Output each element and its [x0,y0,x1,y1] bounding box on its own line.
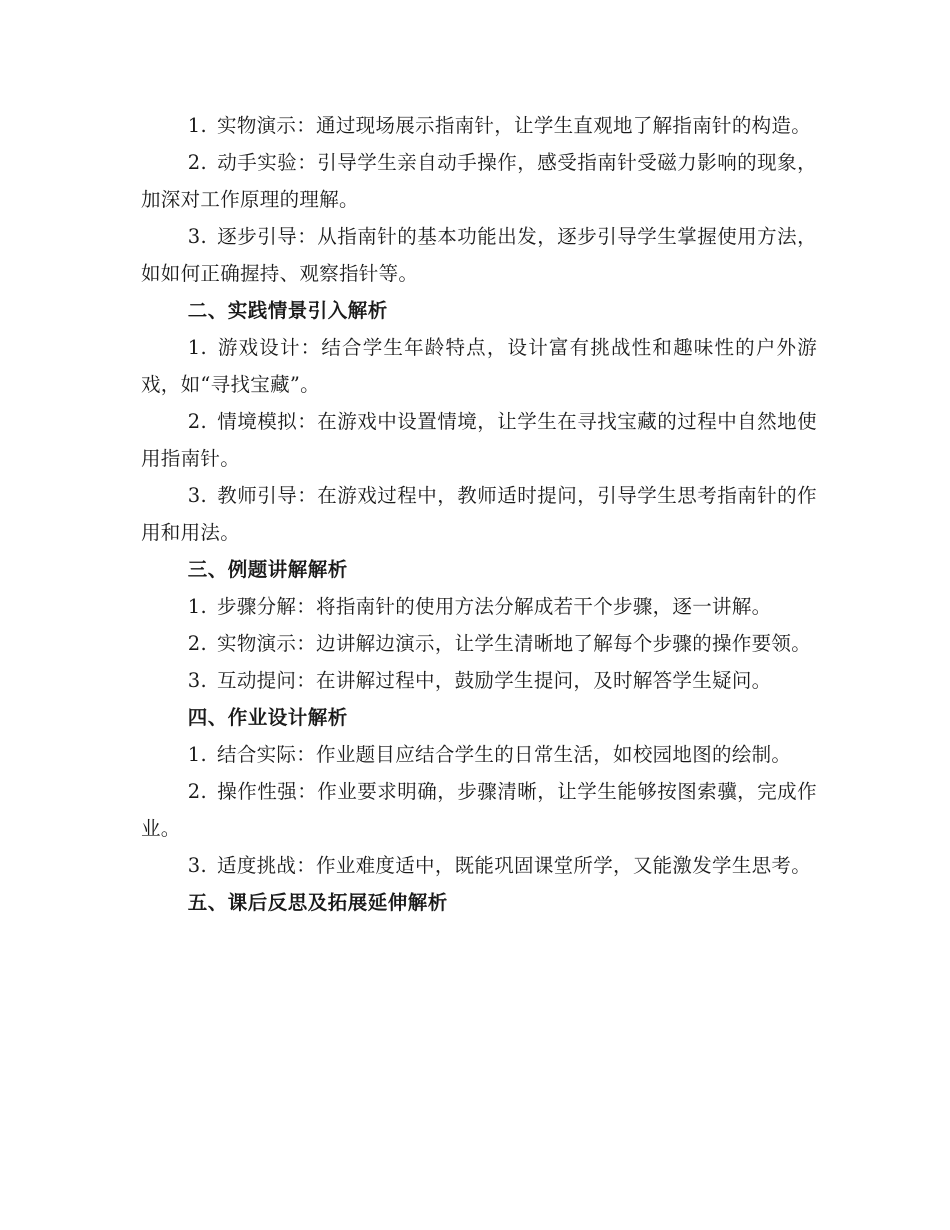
section-heading: 四、作业设计解析 [187,706,348,729]
item-text: 适度挑战：作业难度适中，既能巩固课堂所学，又能激发学生思考。 [217,854,812,877]
item-number: 3. [187,225,208,248]
item-text: 游戏设计：结合学生年龄特点，设计富有挑战性和趣味性的户外游戏，如“寻找宝藏”。 [141,336,817,396]
item-number: 2. [187,410,208,433]
item-number: 3. [187,669,208,692]
item-number: 2. [187,780,208,803]
item-text: 教师引导：在游戏过程中，教师适时提问，引导学生思考指南针的作用和用法。 [141,484,817,544]
list-item [141,477,817,551]
list-item [141,625,817,662]
item-text: 实物演示：边讲解边演示，让学生清晰地了解每个步骤的操作要领。 [217,632,812,655]
item-text: 逐步引导：从指南针的基本功能出发，逐步引导学生掌握使用方法，如如何正确握持、观察指针等。 [141,225,817,285]
item-number: 2. [187,151,208,174]
item-number: 1. [187,595,208,618]
item-number: 3. [187,484,208,507]
list-item [141,662,817,699]
list-item [141,736,817,773]
item-text: 互动提问：在讲解过程中，鼓励学生提问，及时解答学生疑问。 [217,669,772,692]
list-item [141,773,817,847]
list-item [141,107,817,144]
item-number: 1. [187,336,208,359]
item-text: 步骤分解：将指南针的使用方法分解成若干个步骤，逐一讲解。 [217,595,772,618]
document-page [141,107,817,921]
list-item [141,847,817,884]
item-number: 2. [187,632,208,655]
item-text: 操作性强：作业要求明确，步骤清晰，让学生能够按图索骥，完成作业。 [141,780,817,840]
section-heading: 三、例题讲解解析 [187,558,348,581]
section-heading: 五、课后反思及拓展延伸解析 [187,891,448,914]
section-heading: 二、实践情景引入解析 [187,299,388,322]
list-item [141,144,817,218]
item-text: 情境模拟：在游戏中设置情境，让学生在寻找宝藏的过程中自然地使用指南针。 [141,410,817,470]
item-number: 1. [187,743,208,766]
item-text: 结合实际：作业题目应结合学生的日常生活，如校园地图的绘制。 [217,743,792,766]
list-item [141,329,817,403]
item-number: 1. [187,114,208,137]
item-text: 动手实验：引导学生亲自动手操作，感受指南针受磁力影响的现象，加深对工作原理的理解。 [141,151,817,211]
list-item [141,403,817,477]
item-text: 实物演示：通过现场展示指南针，让学生直观地了解指南针的构造。 [217,114,812,137]
item-number: 3. [187,854,208,877]
list-item [141,218,817,292]
list-item [141,588,817,625]
